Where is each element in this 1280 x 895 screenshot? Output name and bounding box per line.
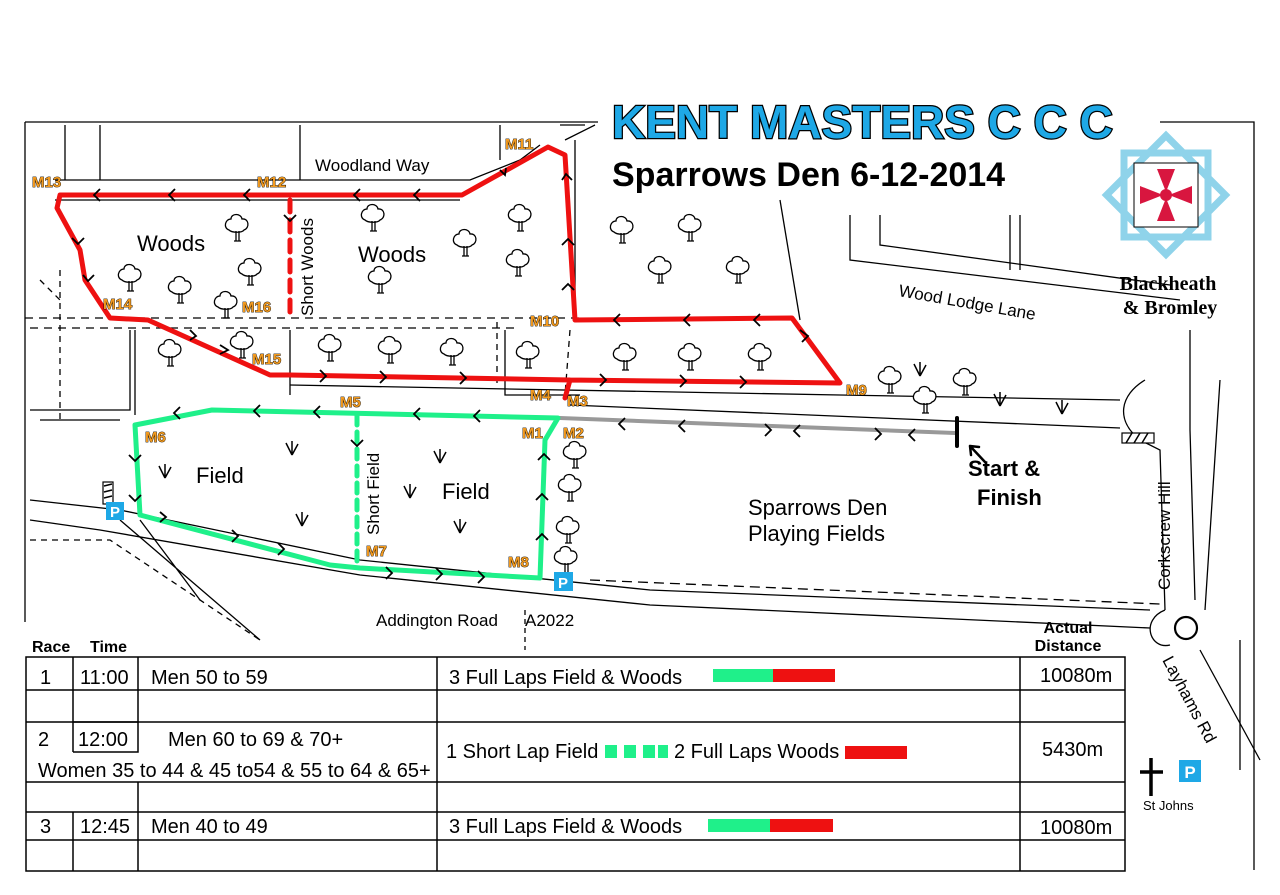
row1-laps: 3 Full Laps Field & Woods <box>449 667 683 689</box>
header-distance-2: Distance <box>1034 638 1102 655</box>
woods-right-label: Woods <box>358 242 427 267</box>
row3-woods-swatch <box>770 819 833 832</box>
row3-field-swatch <box>708 819 770 832</box>
logo-text-2: & Bromley <box>1122 297 1218 319</box>
short-field-label: Short Field <box>364 452 383 535</box>
header-race: Race <box>32 639 71 656</box>
woods-left-label: Woods <box>137 231 206 256</box>
row2-laps-2: 2 Full Laps Woods <box>674 741 840 763</box>
a2022-label: A2022 <box>525 611 575 630</box>
row2-distance: 5430m <box>1042 739 1104 761</box>
row1-woods-swatch <box>773 669 835 682</box>
marker-m15: M15 <box>252 351 282 368</box>
corkscrew-hill-label: Corkscrew Hill <box>1155 481 1174 590</box>
row2-category: Men 60 to 69 & 70+ <box>168 729 344 751</box>
start-label-2: Finish <box>977 485 1042 510</box>
marker-m14: M14 <box>103 296 133 313</box>
marker-m3: M3 <box>567 393 588 410</box>
playing-fields-label-1: Sparrows Den <box>748 495 888 520</box>
race-table <box>26 620 1125 871</box>
st-johns-label: St Johns <box>1143 798 1194 813</box>
club-logo <box>1107 136 1226 319</box>
row2-woods-swatch <box>845 746 907 759</box>
row2-category-2: Women 35 to 44 & 45 to54 & 55 to 64 & 65+ <box>38 760 431 782</box>
svg-text:P: P <box>109 504 121 521</box>
page-title: KENT MASTERS C C C <box>612 96 1113 148</box>
map-labels <box>137 156 1220 813</box>
marker-m11: M11 <box>505 136 534 153</box>
row1-race: 1 <box>40 667 52 689</box>
marker-m2: M2 <box>563 425 584 442</box>
marker-m9: M9 <box>846 382 867 399</box>
marker-m16: M16 <box>242 299 272 316</box>
header-distance-1: Actual <box>1043 620 1093 637</box>
row2-time: 12:00 <box>78 729 129 751</box>
tree-icons <box>118 205 1068 574</box>
marker-m8: M8 <box>508 554 529 571</box>
marker-m6: M6 <box>145 429 166 446</box>
church-icon <box>1140 758 1163 796</box>
parking-icon <box>106 502 124 521</box>
field-left-label: Field <box>196 463 244 488</box>
marker-m1: M1 <box>522 425 543 442</box>
row3-time: 12:45 <box>80 816 131 838</box>
row1-category: Men 50 to 59 <box>151 667 268 689</box>
row1-time: 11:00 <box>80 667 129 689</box>
layhams-rd-label: Layhams Rd <box>1158 652 1221 747</box>
row1-field-swatch <box>713 669 773 682</box>
marker-m13: M13 <box>32 174 62 191</box>
row1-distance: 10080m <box>1040 665 1113 687</box>
marker-m12: M12 <box>257 174 287 191</box>
row2-laps: 1 Short Lap Field <box>446 741 599 763</box>
short-woods-label: Short Woods <box>298 218 317 316</box>
page-subtitle: Sparrows Den 6-12-2014 <box>612 156 1006 194</box>
row3-category: Men 40 to 49 <box>151 816 268 838</box>
svg-text:P: P <box>1184 763 1196 782</box>
svg-text:P: P <box>557 575 569 592</box>
field-loop-route <box>135 410 558 578</box>
marker-m4: M4 <box>530 387 551 404</box>
playing-fields-label-2: Playing Fields <box>748 521 885 546</box>
row3-laps: 3 Full Laps Field & Woods <box>449 816 683 838</box>
woodland-way-label: Woodland Way <box>315 156 430 175</box>
logo-text-1: Blackheath <box>1119 273 1217 295</box>
field-right-label: Field <box>442 479 490 504</box>
header-time: Time <box>90 639 128 656</box>
row3-race: 3 <box>40 816 52 838</box>
addington-road-label: Addington Road <box>376 611 498 630</box>
marker-m5: M5 <box>340 394 361 411</box>
parking-icon <box>1179 760 1201 782</box>
marker-m7: M7 <box>366 543 387 560</box>
row2-short-field-swatch <box>605 745 668 758</box>
row3-distance: 10080m <box>1040 817 1113 839</box>
wood-lodge-lane-label: Wood Lodge Lane <box>897 281 1038 325</box>
row2-race: 2 <box>38 729 50 751</box>
parking-icon <box>554 572 573 592</box>
start-label-1: Start & <box>968 456 1041 481</box>
marker-m10: M10 <box>530 313 560 330</box>
